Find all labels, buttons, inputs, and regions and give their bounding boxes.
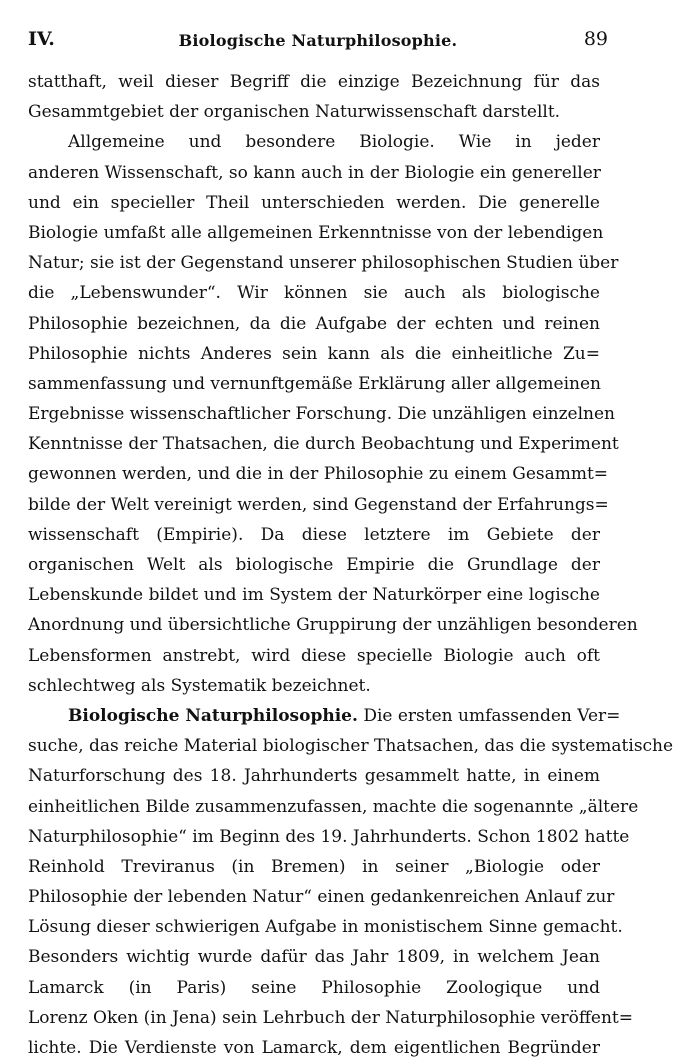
body-text: [28, 67, 673, 1063]
text-line: Besonders wichtig wurde dafür das Jahr 1809, in welchem Jean: [28, 947, 600, 968]
text-line: die „Lebenswunder“. Wir können sie auch als biologische: [28, 283, 600, 304]
text-line: statthaft, weil dieser Begriff die einzige Bezeichnung für das: [28, 72, 600, 92]
text-line: Philosophie der lebenden Natur“ einen gedankenreichen Anlauf zur: [28, 887, 615, 908]
section-heading: Biologische Naturphilosophie.: [68, 705, 358, 726]
text-line: Lamarck (in Paris) seine Philosophie Zoologique und: [28, 977, 600, 998]
text-line: Lösung dieser schwierigen Aufgabe in monistischem Sinne gemacht.: [28, 917, 623, 938]
chapter-number: IV.: [28, 28, 55, 50]
text-line: Kenntnisse der Thatsachen, die durch Beobachtung und Experiment: [28, 434, 619, 455]
text-line: gewonnen werden, und die in der Philosophie zu einem Gesammt=: [28, 464, 609, 485]
text-line: Biologie umfaßt alle allgemeinen Erkenntnisse von der lebendigen: [28, 222, 604, 243]
text-line: Lebenskunde bildet und im System der Naturkörper eine logische: [28, 585, 600, 606]
text-line: Lebensformen anstrebt, wird diese specielle Biologie auch oft: [28, 645, 600, 666]
text-line-rest: Die ersten umfassenden Ver=: [363, 705, 621, 726]
text-line: wissenschaft (Empirie). Da diese letztere im Gebiete der: [28, 524, 600, 545]
text-line: lichte. Die Verdienste von Lamarck, dem eigentlichen Begründer: [28, 1038, 600, 1058]
text-line: Philosophie bezeichnen, da die Aufgabe der echten und reinen: [28, 313, 600, 334]
text-line: einheitlichen Bilde zusammenzufassen, machte die sogenannte „ältere: [28, 796, 639, 817]
text-line: Naturphilosophie“ im Beginn des 19. Jahrhunderts. Schon 1802 hatte: [28, 826, 630, 847]
page-number: 89: [583, 28, 608, 50]
text-line: Allgemeine und besondere Biologie. Wie in jeder: [68, 132, 600, 153]
text-line: suche, das reiche Material biologischer Thatsachen, das die systematische: [28, 736, 673, 757]
text-line: Reinhold Treviranus (in Bremen) in seiner „Biologie oder: [28, 856, 600, 877]
text-line: Gesammtgebiet der organischen Naturwissenschaft darstellt.: [28, 102, 561, 123]
text-line: Philosophie nichts Anderes sein kann als die einheitliche Zu=: [28, 343, 600, 364]
text-line: Lorenz Oken (in Jena) sein Lehrbuch der Naturphilosophie veröffent=: [28, 1007, 634, 1028]
text-line: bilde der Welt vereinigt werden, sind Gegenstand der Erfahrungs=: [28, 494, 609, 515]
text-line: Naturforschung des 18. Jahrhunderts gesammelt hatte, in einem: [28, 766, 600, 787]
text-line: Anordnung und übersichtliche Gruppirung der unzähligen besonderen: [28, 615, 638, 636]
text-line: und ein specieller Theil unterschieden werden. Die generelle: [28, 192, 600, 213]
text-line: sammenfassung und vernunftgemäße Erklärung aller allgemeinen: [28, 373, 601, 394]
text-line: [28, 701, 621, 731]
text-line: organischen Welt als biologische Empirie die Grundlage der: [28, 555, 600, 575]
running-title: Biologische Naturphilosophie.: [178, 31, 458, 50]
text-line: schlechtweg als Systematik bezeichnet.: [28, 675, 371, 696]
text-line: anderen Wissenschaft, so kann auch in der Biologie ein genereller: [28, 162, 601, 183]
text-line: Natur; sie ist der Gegenstand unserer philosophischen Studien über: [28, 253, 619, 274]
text-line: Ergebnisse wissenschaftlicher Forschung. Die unzähligen einzelnen: [28, 404, 615, 425]
page-header: [28, 28, 608, 56]
